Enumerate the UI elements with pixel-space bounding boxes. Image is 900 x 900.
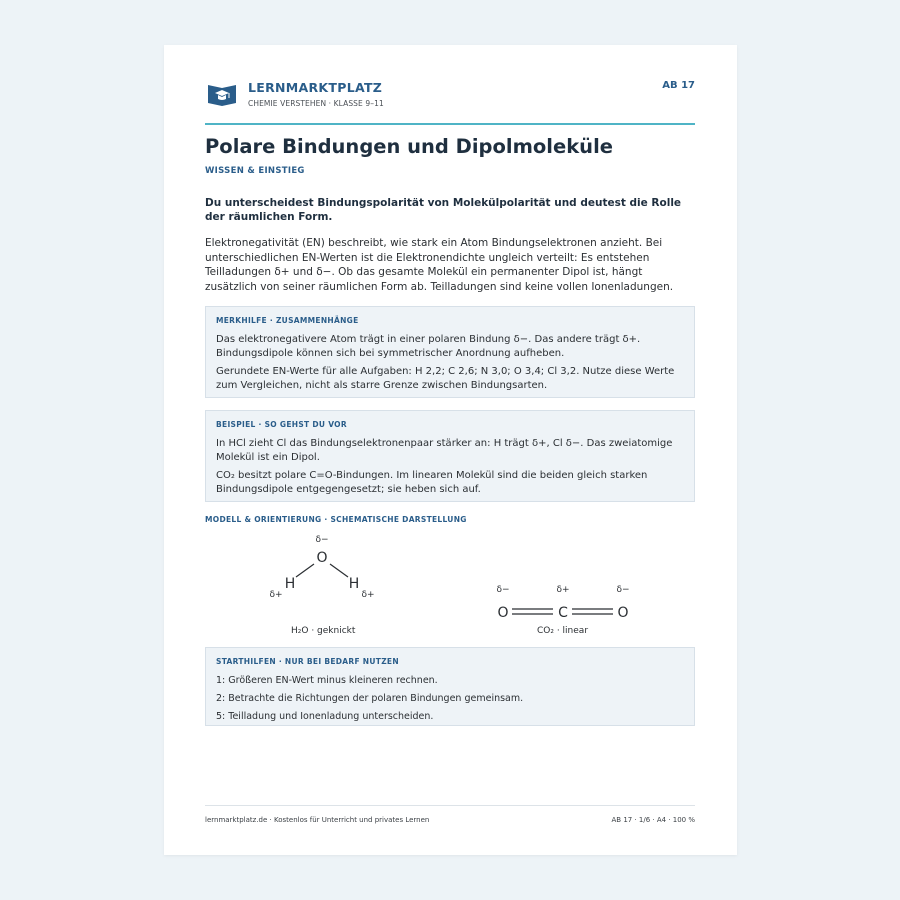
molecule-svg (205, 530, 695, 642)
footer-page-info: AB 17 · 1/6 · A4 · 100 % (611, 816, 695, 824)
h2o-hydrogen-right: H (348, 576, 360, 592)
h2o-charge-hydrogen-left: δ+ (269, 590, 283, 600)
co2-caption: CO₂ · linear (537, 626, 589, 636)
co2-oxygen-right: O (617, 605, 629, 621)
co2-charge-oxygen-right: δ− (616, 585, 630, 595)
merkhilfe-heading: MERKHILFE · ZUSAMMENHÄNGE (216, 316, 359, 325)
footer-site: lernmarktplatz.de · Kostenlos für Unterricht und privates Lernen (205, 816, 430, 824)
co2-model (496, 585, 629, 621)
sheet-number: AB 17 (662, 80, 695, 91)
merkhilfe-text-2: Gerundete EN-Werte für alle Aufgaben: H 2,2; C 2,6; N 3,0; O 3,4; Cl 3,2. Nutze diese Werte zum Vergleichen, nicht als starre Grenze zwischen Bindungsarten. (216, 366, 675, 391)
co2-charge-oxygen-left: δ− (496, 585, 510, 595)
model-heading: MODELL & ORIENTIERUNG · SCHEMATISCHE DARSTELLUNG (205, 515, 467, 524)
h2o-hydrogen-left: H (284, 576, 296, 592)
page-header (205, 77, 695, 125)
hint-item: 5: Teilladung und Ionenladung unterscheiden. (216, 711, 434, 722)
co2-oxygen-left: O (497, 605, 509, 621)
co2-carbon: C (558, 605, 568, 621)
book-cap-logo-icon (207, 82, 237, 106)
h2o-charge-hydrogen-right: δ+ (361, 590, 375, 600)
merkhilfe-text-1: Das elektronegativere Atom trägt in einer polaren Bindung δ−. Das andere trägt δ+. Bindungsdipole können sich bei symmetrischer Anordnung aufheben. (216, 334, 641, 359)
h2o-bond-right (330, 564, 348, 577)
learning-goal: Du unterscheidest Bindungspolarität von Molekülpolarität und deutest die Rolle der räumlichen Form. (205, 197, 682, 223)
brand-name: LERNMARKTPLATZ (248, 80, 383, 95)
molecule-diagrams (205, 530, 695, 642)
intro-paragraph: Elektronegativität (EN) beschreibt, wie stark ein Atom Bindungselektronen anzieht. Bei unterschiedlichen EN-Werten ist die Elektronendichte ungleich verteilt: Es entstehen Teilladungen δ+ und δ−. Ob das gesamte Molekül ein permanenter Dipol ist, hängt zusätzlich von seiner räumlichen Form ab. Teilladungen sind keine vollen Ionenladungen. (205, 237, 674, 293)
hint-item: 1: Größeren EN-Wert minus kleineren rechnen. (216, 675, 438, 686)
h2o-caption: H₂O · geknickt (291, 626, 356, 636)
beispiel-box (205, 410, 695, 502)
h2o-bond-left (296, 564, 314, 577)
starthilfen-heading: STARTHILFEN · NUR BEI BEDARF NUTZEN (216, 657, 399, 666)
beispiel-heading: BEISPIEL · SO GEHST DU VOR (216, 420, 347, 429)
h2o-oxygen: O (316, 550, 328, 566)
footer-rule (205, 805, 695, 807)
worksheet-page (164, 45, 737, 855)
starthilfen-box (205, 647, 695, 726)
page-title: Polare Bindungen und Dipolmoleküle (205, 135, 613, 158)
beispiel-text-1: In HCl zieht Cl das Bindungselektronenpaar stärker an: H trägt δ+, Cl δ−. Das zweiatomige Molekül ist ein Dipol. (216, 438, 673, 463)
brand-subtitle: CHEMIE VERSTEHEN · KLASSE 9–11 (248, 99, 384, 108)
merkhilfe-box (205, 306, 695, 398)
h2o-model (269, 535, 374, 600)
hint-item: 2: Betrachte die Richtungen der polaren Bindungen gemeinsam. (216, 693, 524, 704)
beispiel-text-2: CO₂ besitzt polare C=O-Bindungen. Im linearen Molekül sind die beiden gleich starken Bindungsdipole entgegengesetzt; sie heben sich auf. (216, 470, 648, 495)
h2o-charge-oxygen: δ− (315, 535, 329, 545)
co2-charge-carbon: δ+ (556, 585, 570, 595)
section-kicker: WISSEN & EINSTIEG (205, 166, 305, 176)
